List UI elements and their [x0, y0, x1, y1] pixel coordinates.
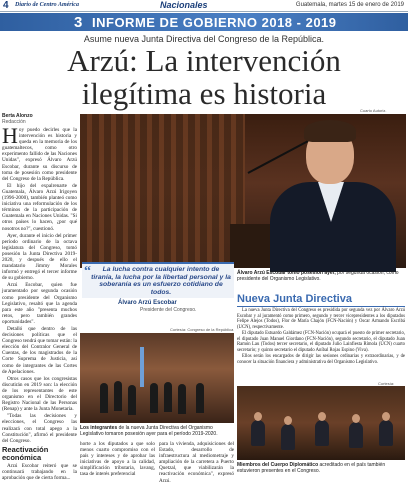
headline-line-2: ilegítima es historia	[81, 76, 327, 111]
article-subhead: Reactivación económica	[2, 444, 49, 462]
paragraph: El hijo del expalrenarte de Guatemala, Álvaro Arzú Irigoyen (1996-2000), también planteó como iniciativa una reformulación de los términos de la participación de Guatemala en Naciones Unidas. "Si otros países lo hacen, ¿por qué nosotros no?", cuestionó.	[2, 182, 77, 232]
paragraph: "Todas las decisiones y elecciones, el Congreso las realizará con total apego a la Constitución", afirmó el presidente del Congreso.	[2, 413, 77, 444]
congress-photo	[80, 333, 234, 423]
report-logo-icon: 3	[74, 14, 83, 31]
person-figure	[114, 381, 122, 411]
person-figure	[164, 382, 172, 412]
person-head	[352, 414, 360, 423]
paragraph: El diputado Estuardo Galdámez (FCN-Nación) ocupará el puesto de primer secretario, el diputado Juan Manuel Giordano (FCN-Nación), segundo secretario, el diputado Juan Ramón Lau (Todos) tercer secretario, el diputado Julio Lainfiesta Rímola (UCN) cuarto secretario; y quinto secretario el diputado Aníbal Rojas Espino (Viva).	[237, 331, 405, 353]
speaker-hair	[304, 120, 356, 142]
byline-role: Redacción	[2, 119, 26, 125]
person-figure	[251, 420, 265, 446]
caption-text: acreditado en el país también estuvieron presentes en el Congreso.	[237, 462, 386, 474]
paragraph: Otros casos que los congresistas discutirán en 2019 son: la elección de los representantes de este organismo en el Directorio del Registro Nacional de las Personas (Renap) y ante la Junta Monetaria.	[2, 375, 77, 413]
dateline: Guatemala, martes 15 de enero de 2019	[295, 2, 404, 8]
newspaper-name: Diario de Centro América	[15, 2, 79, 8]
photo-credit: Cortesía:	[378, 381, 395, 386]
person-figure	[150, 383, 158, 413]
chamber-background	[80, 114, 245, 268]
person-figure	[128, 385, 136, 415]
person-figure	[100, 383, 108, 413]
paragraph: Ayer, durante el inicio del primer período ordinario de la octava legislatura del Congreso, tomó posesión la Junta Directiva 2019-2020, y después de ello el mandatario Jimmy Morales informó y entregó el tercer informe de su gobierno.	[2, 232, 77, 282]
photo-credit: Cortesía: Congreso de la República	[170, 327, 234, 332]
person-figure	[349, 422, 363, 448]
photo-credit: Cuarto Autoriz.	[360, 108, 387, 113]
quote-author: Álvaro Arzú Escobar	[118, 300, 177, 306]
person-figure	[178, 384, 186, 414]
paragraph: La nueva Junta Directiva del Congreso es presidida por segunda vez por Álvaro Arzú Escobar y al juramentó como primero, segundo y tercer vicepresidentes a los diputados Felipe Alejos (Todos), Flor de María Chajón (FCN-Nación) y Oscar Armando Escribá (UCN), respectivamente.	[237, 308, 405, 330]
main-photo	[80, 114, 406, 268]
page-header	[0, 0, 408, 12]
dropcap: H	[2, 123, 18, 148]
sidebar-body	[237, 308, 405, 378]
banner-title: INFORME DE GOBIERNO 2018 - 2019	[92, 15, 337, 30]
flag	[140, 347, 144, 387]
report-banner	[0, 13, 408, 31]
article-kicker: Asume nueva Junta Directiva del Congreso de la República.	[83, 34, 325, 44]
pull-quote	[82, 262, 234, 298]
person-head	[318, 412, 326, 421]
caption-lead: Miembros del Cuerpo Diplomático	[237, 462, 319, 468]
page-number: 4	[3, 0, 9, 11]
caption-lead: Álvaro Arzú Escobar tomó posesión ayer,	[237, 270, 336, 276]
quote-mark-icon: “	[84, 264, 91, 279]
headline-line-1: Arzú: La intervención	[67, 43, 341, 78]
pull-quote-text: La lucha contra cualquier intento de tiranía, la lucha por la libertad personal y la soberanía es un esfuerzo cotidiano de todos.	[91, 266, 231, 296]
divider	[237, 306, 405, 307]
section-name: Nacionales	[160, 0, 208, 10]
article-headline	[0, 44, 408, 110]
paragraph: oy puedo decirles que la intervención es historia y queda en la memoria de los guatemaltecos, como otro experimento fallido de las Naciones Unidas", expresó Álvaro Arzú Escobar, durante su discurso de toma de posesión como presidente del Congreso de la República.	[2, 127, 77, 182]
caption-text: de la nueva Junta Directiva del Organismo Legislativo tomaron posesión ayer para el período 2019-2020.	[80, 425, 218, 437]
article-column-3	[159, 441, 234, 484]
article-column-1	[2, 123, 77, 481]
person-head	[254, 412, 262, 421]
paragraph: para la vivienda, adquisiciones del Estado, desarrollo de infraestructura al mediometraje y ampliación de la carretera a Puerto Quetzal, que viabilizarán la reactivación económica", expresó Arzú.	[159, 441, 234, 484]
person-figure	[281, 424, 295, 450]
person-figure	[315, 420, 329, 446]
diplomatic-photo-caption	[237, 462, 405, 474]
caption-lead: Los integrantes	[80, 425, 118, 431]
person-figure	[196, 383, 204, 413]
person-head	[382, 412, 390, 421]
paragraph: Arzú Escobar, quien fue juramentado por segunda ocasión como presidente del Organismo Legislativo, resaltó que la agenda para este año "presenta muchos retos, pero también grandes oportunidades".	[2, 282, 77, 325]
microphone	[248, 139, 311, 174]
quote-author-role: Presidente del Congreso.	[140, 307, 197, 313]
article-column-2	[80, 441, 155, 479]
paragraph: Ellos serán los encargados de dirigir las sesiones ordinarias y extraordinarias, y de conocer la situación financiera y administrativa del Organismo Legislativo.	[237, 354, 405, 365]
paragraph: Arzú Escobar reiteró que se continuará trabajando en la aprobación que de cierta forma...	[2, 462, 77, 481]
caption-text: por segunda ocasión, como presidente del Organismo Legislativo.	[237, 270, 399, 282]
paragraph: horte a los diputados a que solo menos cuarto compromiso con el país y intereses y de aprobar las iniciativas de apoyo a la calidad, simplificación tributaria, lavang, tasa de interés preferencial	[80, 441, 155, 478]
paragraph: Detalló que dentro de las decisiones políticas que el Congreso tendrá que tomar están: la elección del Contralor General de Cuentas, de los magistrados de la Corte Suprema de Justicia, así como de integrantes de las Cortes de Apelaciones.	[2, 326, 77, 375]
sidebar-title: Nueva Junta Directiva	[237, 293, 352, 305]
main-photo-caption	[237, 270, 405, 282]
diplomatic-corps-photo	[237, 386, 405, 460]
byline-name: Berta Alonzo	[2, 113, 33, 119]
person-head	[284, 416, 292, 425]
congress-photo-caption	[80, 425, 234, 437]
person-figure	[379, 420, 393, 446]
